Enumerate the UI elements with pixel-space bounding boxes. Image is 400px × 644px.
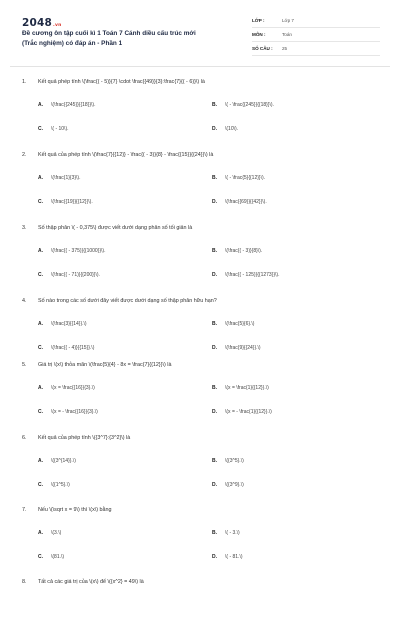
- title-line-1: Đề cương ôn tập cuối kì 1 Toán 7 Cánh diều cấu trúc mới: [22, 30, 196, 37]
- question-text: Số nào trong các số dưới đây viết được dưới dạng số thập phân hữu hạn?: [38, 298, 217, 304]
- question-stem: [22, 362, 172, 368]
- option-c[interactable]: [38, 554, 64, 560]
- option-letter: A.: [38, 102, 43, 108]
- option-letter: D.: [212, 199, 217, 205]
- option-text: \(x = - \frac{1}{{12}}.\): [225, 409, 272, 415]
- option-b[interactable]: [212, 385, 269, 391]
- question-number: 4.: [22, 298, 27, 304]
- option-c[interactable]: [38, 272, 100, 278]
- option-a[interactable]: [38, 102, 96, 108]
- question-7: [0, 502, 400, 572]
- option-d[interactable]: [212, 126, 238, 132]
- option-c[interactable]: [38, 199, 93, 205]
- info-label: MÔN :: [252, 32, 266, 37]
- question-text: Nếu \(\sqrt x = 9\) thì \(x\) bằng: [38, 507, 112, 513]
- option-text: \(\frac{1}{3}\).: [51, 175, 81, 181]
- question-text: Giá trị \(x\) thỏa mãn \(\frac{5}{4} - 8x = \frac{7}{{12}}\) là: [38, 362, 172, 368]
- question-stem: [22, 79, 205, 85]
- question-text: Kết quả của phép tính \({3^7}:{3^2}\) là: [38, 435, 131, 441]
- question-number: 1.: [22, 79, 27, 85]
- option-text: \(\frac{9}{{24}}.\): [225, 345, 261, 351]
- option-c[interactable]: [38, 409, 98, 415]
- title-line-2: (Trắc nghiệm) có đáp án - Phần 1: [22, 40, 123, 47]
- option-d[interactable]: [212, 409, 272, 415]
- option-text: \(\frac{{19}}{{12}}\).: [51, 199, 93, 205]
- question-1: [0, 74, 400, 144]
- question-8: [0, 574, 400, 644]
- option-b[interactable]: [212, 248, 262, 254]
- option-letter: C.: [38, 126, 43, 132]
- option-text: \({3^5}.\): [225, 458, 244, 464]
- question-text: Tất cả các giá trị của \(x\) để \({x^2} = 49\) là: [38, 579, 144, 585]
- option-b[interactable]: [212, 458, 244, 464]
- document-title: [22, 29, 232, 49]
- option-b[interactable]: [212, 175, 265, 181]
- option-b[interactable]: [212, 102, 274, 108]
- option-letter: A.: [38, 175, 43, 181]
- option-d[interactable]: [212, 272, 279, 278]
- option-text: \({3^{14}}.\): [51, 458, 76, 464]
- option-text: \(10\).: [225, 126, 239, 132]
- question-stem: [22, 152, 213, 158]
- option-letter: B.: [212, 385, 217, 391]
- logo-suffix: .vn: [53, 23, 62, 28]
- question-stem: [22, 507, 112, 513]
- option-text: \(\frac{( - 125)}{{1273}}\).: [225, 272, 280, 278]
- option-text: \( - 3.\): [225, 530, 240, 536]
- option-b[interactable]: [212, 321, 254, 327]
- option-letter: D.: [212, 126, 217, 132]
- question-text: Số thập phân \( - 0,375\) được viết dưới dạng phân số tối giản là: [38, 225, 193, 231]
- option-letter: A.: [38, 458, 43, 464]
- option-d[interactable]: [212, 199, 267, 205]
- option-letter: D.: [212, 409, 217, 415]
- info-table: [252, 14, 380, 56]
- option-text: \(\frac{{69}}{{42}}\).: [225, 199, 267, 205]
- question-2: [0, 147, 400, 217]
- option-letter: A.: [38, 530, 43, 536]
- question-number: 3.: [22, 225, 27, 231]
- option-a[interactable]: [38, 458, 76, 464]
- logo-text: 2048: [22, 17, 53, 29]
- option-letter: A.: [38, 321, 43, 327]
- option-text: \(x = \frac{1}{{12}}.\): [225, 385, 269, 391]
- option-text: \( - 81.\): [225, 554, 243, 560]
- question-text: Kết quả của phép tính \(\frac{7}{{12}} - \frac{( - 3)}{8} - \frac{{15}}{{24}}\) là: [38, 152, 214, 158]
- option-d[interactable]: [212, 482, 244, 488]
- option-a[interactable]: [38, 385, 95, 391]
- option-a[interactable]: [38, 321, 87, 327]
- question-stem: [22, 298, 217, 304]
- option-text: \(81.\): [51, 554, 65, 560]
- info-label: SỐ CÂU :: [252, 46, 273, 51]
- option-a[interactable]: [38, 175, 80, 181]
- option-text: \(\frac{5}{6}.\): [225, 321, 255, 327]
- option-letter: C.: [38, 199, 43, 205]
- question-stem: [22, 435, 130, 441]
- option-d[interactable]: [212, 345, 261, 351]
- option-text: \(x = \frac{{16}}{3}.\): [51, 385, 95, 391]
- option-letter: B.: [212, 102, 217, 108]
- option-letter: A.: [38, 248, 43, 254]
- option-c[interactable]: [38, 126, 69, 132]
- option-letter: C.: [38, 409, 43, 415]
- option-a[interactable]: [38, 248, 105, 254]
- option-letter: B.: [212, 175, 217, 181]
- option-text: \(\frac{( - 4)}{{15}}.\): [51, 345, 95, 351]
- option-text: \(\frac{( - 375)}{{1000}}\).: [51, 248, 106, 254]
- option-letter: D.: [212, 345, 217, 351]
- option-letter: C.: [38, 272, 43, 278]
- question-4: [0, 293, 400, 363]
- page-header: [0, 0, 400, 62]
- option-b[interactable]: [212, 530, 240, 536]
- option-text: \(\frac{( - 3)}{8}\).: [225, 248, 263, 254]
- option-letter: D.: [212, 272, 217, 278]
- option-c[interactable]: [38, 345, 94, 351]
- option-text: \(\frac{( - 71)}{{200}}\).: [51, 272, 100, 278]
- option-letter: B.: [212, 530, 217, 536]
- option-text: \(\frac{3}{{14}}.\): [51, 321, 87, 327]
- option-letter: A.: [38, 385, 43, 391]
- question-number: 2.: [22, 152, 27, 158]
- question-stem: [22, 579, 144, 585]
- question-text: Kết quả phép tính \(\frac{( - 5)}{7} \cdot \frac{{49}}{3}:\frac{7}{( - 6)}\) là: [38, 79, 205, 85]
- option-text: \( - 10\).: [51, 126, 69, 132]
- info-value: Toán: [282, 32, 292, 37]
- option-letter: C.: [38, 554, 43, 560]
- option-c[interactable]: [38, 482, 70, 488]
- info-label: LỚP :: [252, 18, 265, 23]
- option-letter: B.: [212, 321, 217, 327]
- option-d[interactable]: [212, 554, 243, 560]
- option-text: \( - \frac{{245}}{{18}}\).: [225, 102, 274, 108]
- info-value: Lớp 7: [282, 18, 294, 23]
- info-value: 25: [282, 46, 288, 51]
- option-letter: D.: [212, 482, 217, 488]
- option-letter: D.: [212, 554, 217, 560]
- option-text: \({1^5}.\): [51, 482, 70, 488]
- option-text: \(\frac{{245}}{{18}}\).: [51, 102, 96, 108]
- question-number: 6.: [22, 435, 27, 441]
- option-letter: B.: [212, 458, 217, 464]
- option-text: \(x = - \frac{{16}}{3}.\): [51, 409, 98, 415]
- question-number: 5.: [22, 362, 27, 368]
- info-row-subject: [252, 28, 380, 42]
- question-6: [0, 430, 400, 500]
- option-text: \({3^9}.\): [225, 482, 244, 488]
- option-letter: B.: [212, 248, 217, 254]
- info-row-count: [252, 42, 380, 56]
- question-number: 7.: [22, 507, 27, 513]
- header-divider: [10, 66, 390, 67]
- info-row-grade: [252, 14, 380, 28]
- option-text: \( - \frac{5}{{12}}\).: [225, 175, 266, 181]
- question-number: 8.: [22, 579, 27, 585]
- option-letter: C.: [38, 345, 43, 351]
- option-text: \(3.\): [51, 530, 62, 536]
- question-stem: [22, 225, 192, 231]
- option-a[interactable]: [38, 530, 61, 536]
- question-5: [0, 357, 400, 427]
- site-logo[interactable]: [22, 17, 61, 29]
- question-3: [0, 220, 400, 290]
- option-letter: C.: [38, 482, 43, 488]
